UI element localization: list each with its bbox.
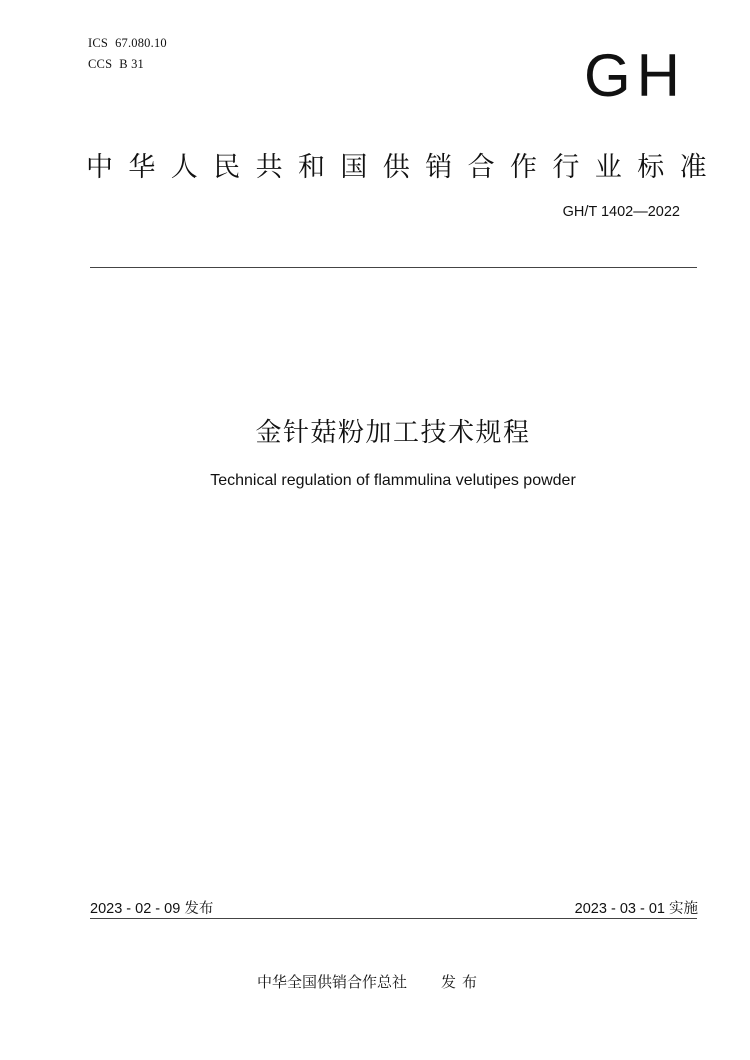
top-divider [90,267,697,268]
publisher-line [257,971,483,992]
release-date: 2023 - 02 - 09 发布 [90,901,214,917]
ics-classification [88,36,167,51]
standard-category-title: 中华人民共和国供销合作行业标准 [86,152,722,183]
document-title-chinese: 金针菇粉加工技术规程 [255,418,531,448]
gh-logo: GH [584,42,686,109]
document-title-english: Technical regulation of flammulina velutipes powder [210,472,576,489]
ics-code: 67.080.10 [115,36,167,50]
ccs-code: B 31 [119,57,144,71]
ics-label: ICS [88,36,109,50]
ccs-classification [88,57,144,72]
standard-number: GH/T 1402—2022 [562,204,680,220]
publisher-name: 中华全国供销合作总社 [257,973,408,991]
publisher-action: 发布 [441,973,484,991]
bottom-divider [90,918,697,919]
ccs-label: CCS [88,57,113,71]
implementation-date: 2023 - 03 - 01 实施 [574,901,698,917]
